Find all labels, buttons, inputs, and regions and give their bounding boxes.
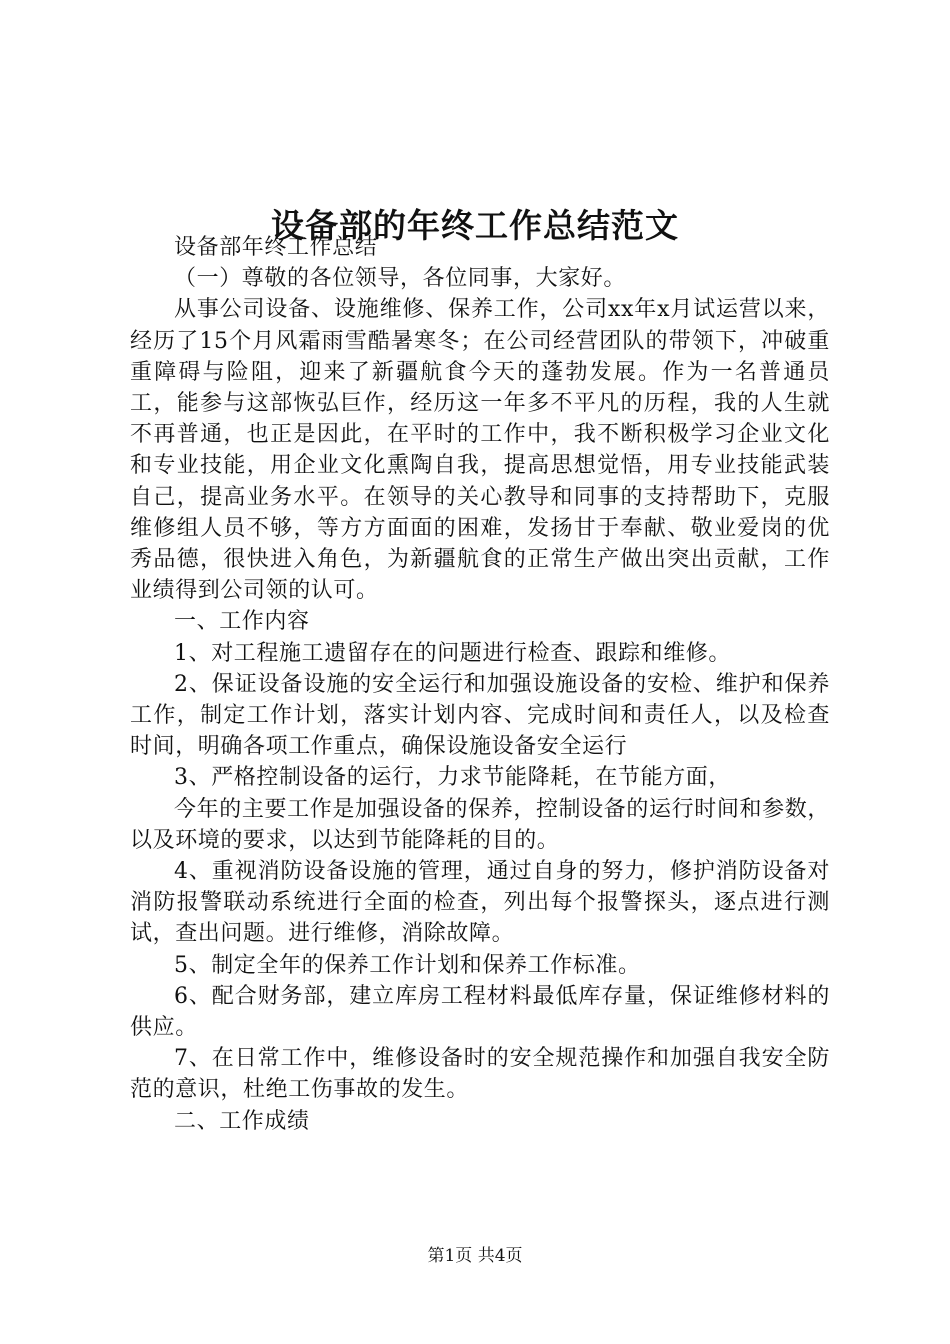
work-item-3-detail: 今年的主要工作是加强设备的保养，控制设备的运行时间和参数，以及环境的要求，以达到节能降耗的目的。: [130, 796, 830, 853]
document-body: [130, 232, 830, 1137]
document-title: 设备部的年终工作总结范文: [271, 206, 679, 246]
intro-paragraph: 从事公司设备、设施维修、保养工作，公司xx年x月试运营以来，经历了15个月风霜雨雪酷暑寒冬；在公司经营团队的带领下，冲破重重障碍与险阻，迎来了新疆航食今天的蓬勃发展。作为一名普通员工，能参与这部恢弘巨作，经历这一年多不平凡的历程，我的人生就不再普通，也正是因此，在平时的工作中，我不断积极学习企业文化和专业技能，用企业文化熏陶自我，提高思想觉悟，用专业技能武装自己，提高业务水平。在领导的关心教导和同事的支持帮助下，克服维修组人员不够，等方方面面的困难，发扬甘于奉献、敬业爱岗的优秀品德，很快进入角色，为新疆航食的正常生产做出突出贡献，工作业绩得到公司领的认可。: [130, 297, 830, 604]
subtitle-paragraph: 设备部年终工作总结: [174, 235, 378, 260]
work-item-5: 5、制定全年的保养工作计划和保养工作标准。: [174, 952, 641, 978]
work-item-3: 3、严格控制设备的运行，力求节能降耗，在节能方面，: [174, 765, 731, 791]
work-item-1: 1、对工程施工遗留存在的问题进行检查、跟踪和维修。: [174, 640, 731, 666]
work-item-7: 7、在日常工作中，维修设备时的安全规范操作和加强自我安全防范的意识，杜绝工伤事故的发生。: [130, 1046, 830, 1103]
greeting-paragraph: （一）尊敬的各位领导，各位同事，大家好。: [174, 266, 627, 292]
section-heading-work-results: 二、工作成绩: [174, 1108, 310, 1134]
work-item-4: 4、重视消防设备设施的管理，通过自身的努力，修护消防设备对消防报警联动系统进行全面的检查，列出每个报警探头，逐点进行测试，查出问题。进行维修，消除故障。: [130, 859, 830, 947]
page-footer: 第1页 共4页: [427, 1246, 523, 1266]
work-item-2: 2、保证设备设施的安全运行和加强设施设备的安检、维护和保养工作，制定工作计划，落实计划内容、完成时间和责任人，以及检查时间，明确各项工作重点，确保设施设备安全运行: [130, 671, 830, 760]
work-item-6: 6、配合财务部，建立库房工程材料最低库存量，保证维修材料的供应。: [130, 983, 830, 1041]
section-heading-work-content: 一、工作内容: [174, 609, 310, 635]
